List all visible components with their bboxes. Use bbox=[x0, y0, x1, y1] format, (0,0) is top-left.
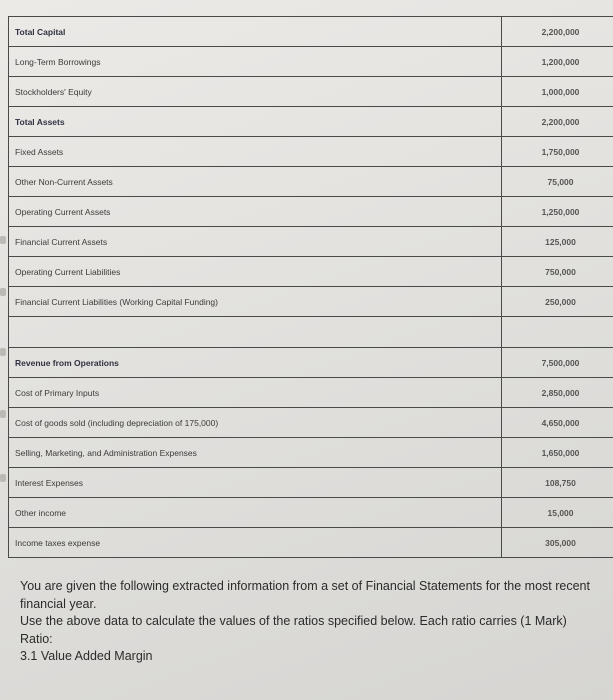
row-value: 15,000 bbox=[502, 498, 613, 528]
row-label: Operating Current Liabilities bbox=[9, 257, 502, 287]
row-label: Long-Term Borrowings bbox=[9, 47, 502, 77]
table-row bbox=[9, 107, 613, 137]
row-value: 1,200,000 bbox=[502, 47, 613, 77]
row-label: Fixed Assets bbox=[9, 137, 502, 167]
row-label: Cost of goods sold (including depreciation of 175,000) bbox=[9, 408, 502, 438]
table-row bbox=[9, 197, 613, 227]
table-row bbox=[9, 167, 613, 197]
row-value: 1,250,000 bbox=[502, 197, 613, 227]
row-value: 1,650,000 bbox=[502, 438, 613, 468]
table-row bbox=[9, 47, 613, 77]
table-row bbox=[9, 528, 613, 558]
row-value: 305,000 bbox=[502, 528, 613, 558]
financial-data-table bbox=[8, 16, 613, 558]
ratio-heading: Ratio: bbox=[20, 631, 53, 646]
row-label: Other income bbox=[9, 498, 502, 528]
ratio-item: 3.1 Value Added Margin bbox=[20, 649, 153, 663]
row-value: 2,850,000 bbox=[502, 378, 613, 408]
row-label: Selling, Marketing, and Administration Expenses bbox=[9, 438, 502, 468]
table-row bbox=[9, 137, 613, 167]
row-value: 108,750 bbox=[502, 468, 613, 498]
table-row bbox=[9, 498, 613, 528]
margin-mark bbox=[0, 348, 6, 356]
row-label: Other Non-Current Assets bbox=[9, 167, 502, 197]
row-label: Operating Current Assets bbox=[9, 197, 502, 227]
table-row bbox=[9, 227, 613, 257]
row-value: 7,500,000 bbox=[502, 348, 613, 378]
table-row bbox=[9, 287, 613, 317]
margin-mark bbox=[0, 288, 6, 296]
table-row bbox=[9, 468, 613, 498]
row-value: 750,000 bbox=[502, 257, 613, 287]
instruction-line: Use the above data to calculate the values of the ratios specified below. Each ratio carries (1 Mark) bbox=[20, 614, 567, 628]
table-row bbox=[9, 408, 613, 438]
spacer-cell bbox=[502, 317, 613, 348]
margin-mark bbox=[0, 474, 6, 482]
row-label: Stockholders' Equity bbox=[9, 77, 502, 107]
spacer-cell bbox=[9, 317, 502, 348]
row-label: Cost of Primary Inputs bbox=[9, 378, 502, 408]
row-value: 75,000 bbox=[502, 167, 613, 197]
question-text bbox=[20, 578, 605, 666]
row-value: 2,200,000 bbox=[502, 107, 613, 137]
row-label: Financial Current Liabilities (Working Capital Funding) bbox=[9, 287, 502, 317]
row-value: 1,000,000 bbox=[502, 77, 613, 107]
row-label: Total Assets bbox=[9, 107, 502, 137]
row-label: Revenue from Operations bbox=[9, 348, 502, 378]
instruction-line: You are given the following extracted information from a set of Financial Statements for the most recent financial year. bbox=[20, 579, 590, 611]
table-row bbox=[9, 257, 613, 287]
table-row bbox=[9, 77, 613, 107]
row-value: 250,000 bbox=[502, 287, 613, 317]
row-label: Total Capital bbox=[9, 17, 502, 47]
section-spacer-row bbox=[9, 317, 613, 348]
row-label: Financial Current Assets bbox=[9, 227, 502, 257]
table-row bbox=[9, 438, 613, 468]
row-label: Income taxes expense bbox=[9, 528, 502, 558]
row-value: 1,750,000 bbox=[502, 137, 613, 167]
margin-mark bbox=[0, 410, 6, 418]
financial-table-body bbox=[9, 17, 613, 558]
row-value: 125,000 bbox=[502, 227, 613, 257]
table-row bbox=[9, 348, 613, 378]
table-row bbox=[9, 17, 613, 47]
margin-mark bbox=[0, 236, 6, 244]
table-row bbox=[9, 378, 613, 408]
row-label: Interest Expenses bbox=[9, 468, 502, 498]
row-value: 2,200,000 bbox=[502, 17, 613, 47]
row-value: 4,650,000 bbox=[502, 408, 613, 438]
